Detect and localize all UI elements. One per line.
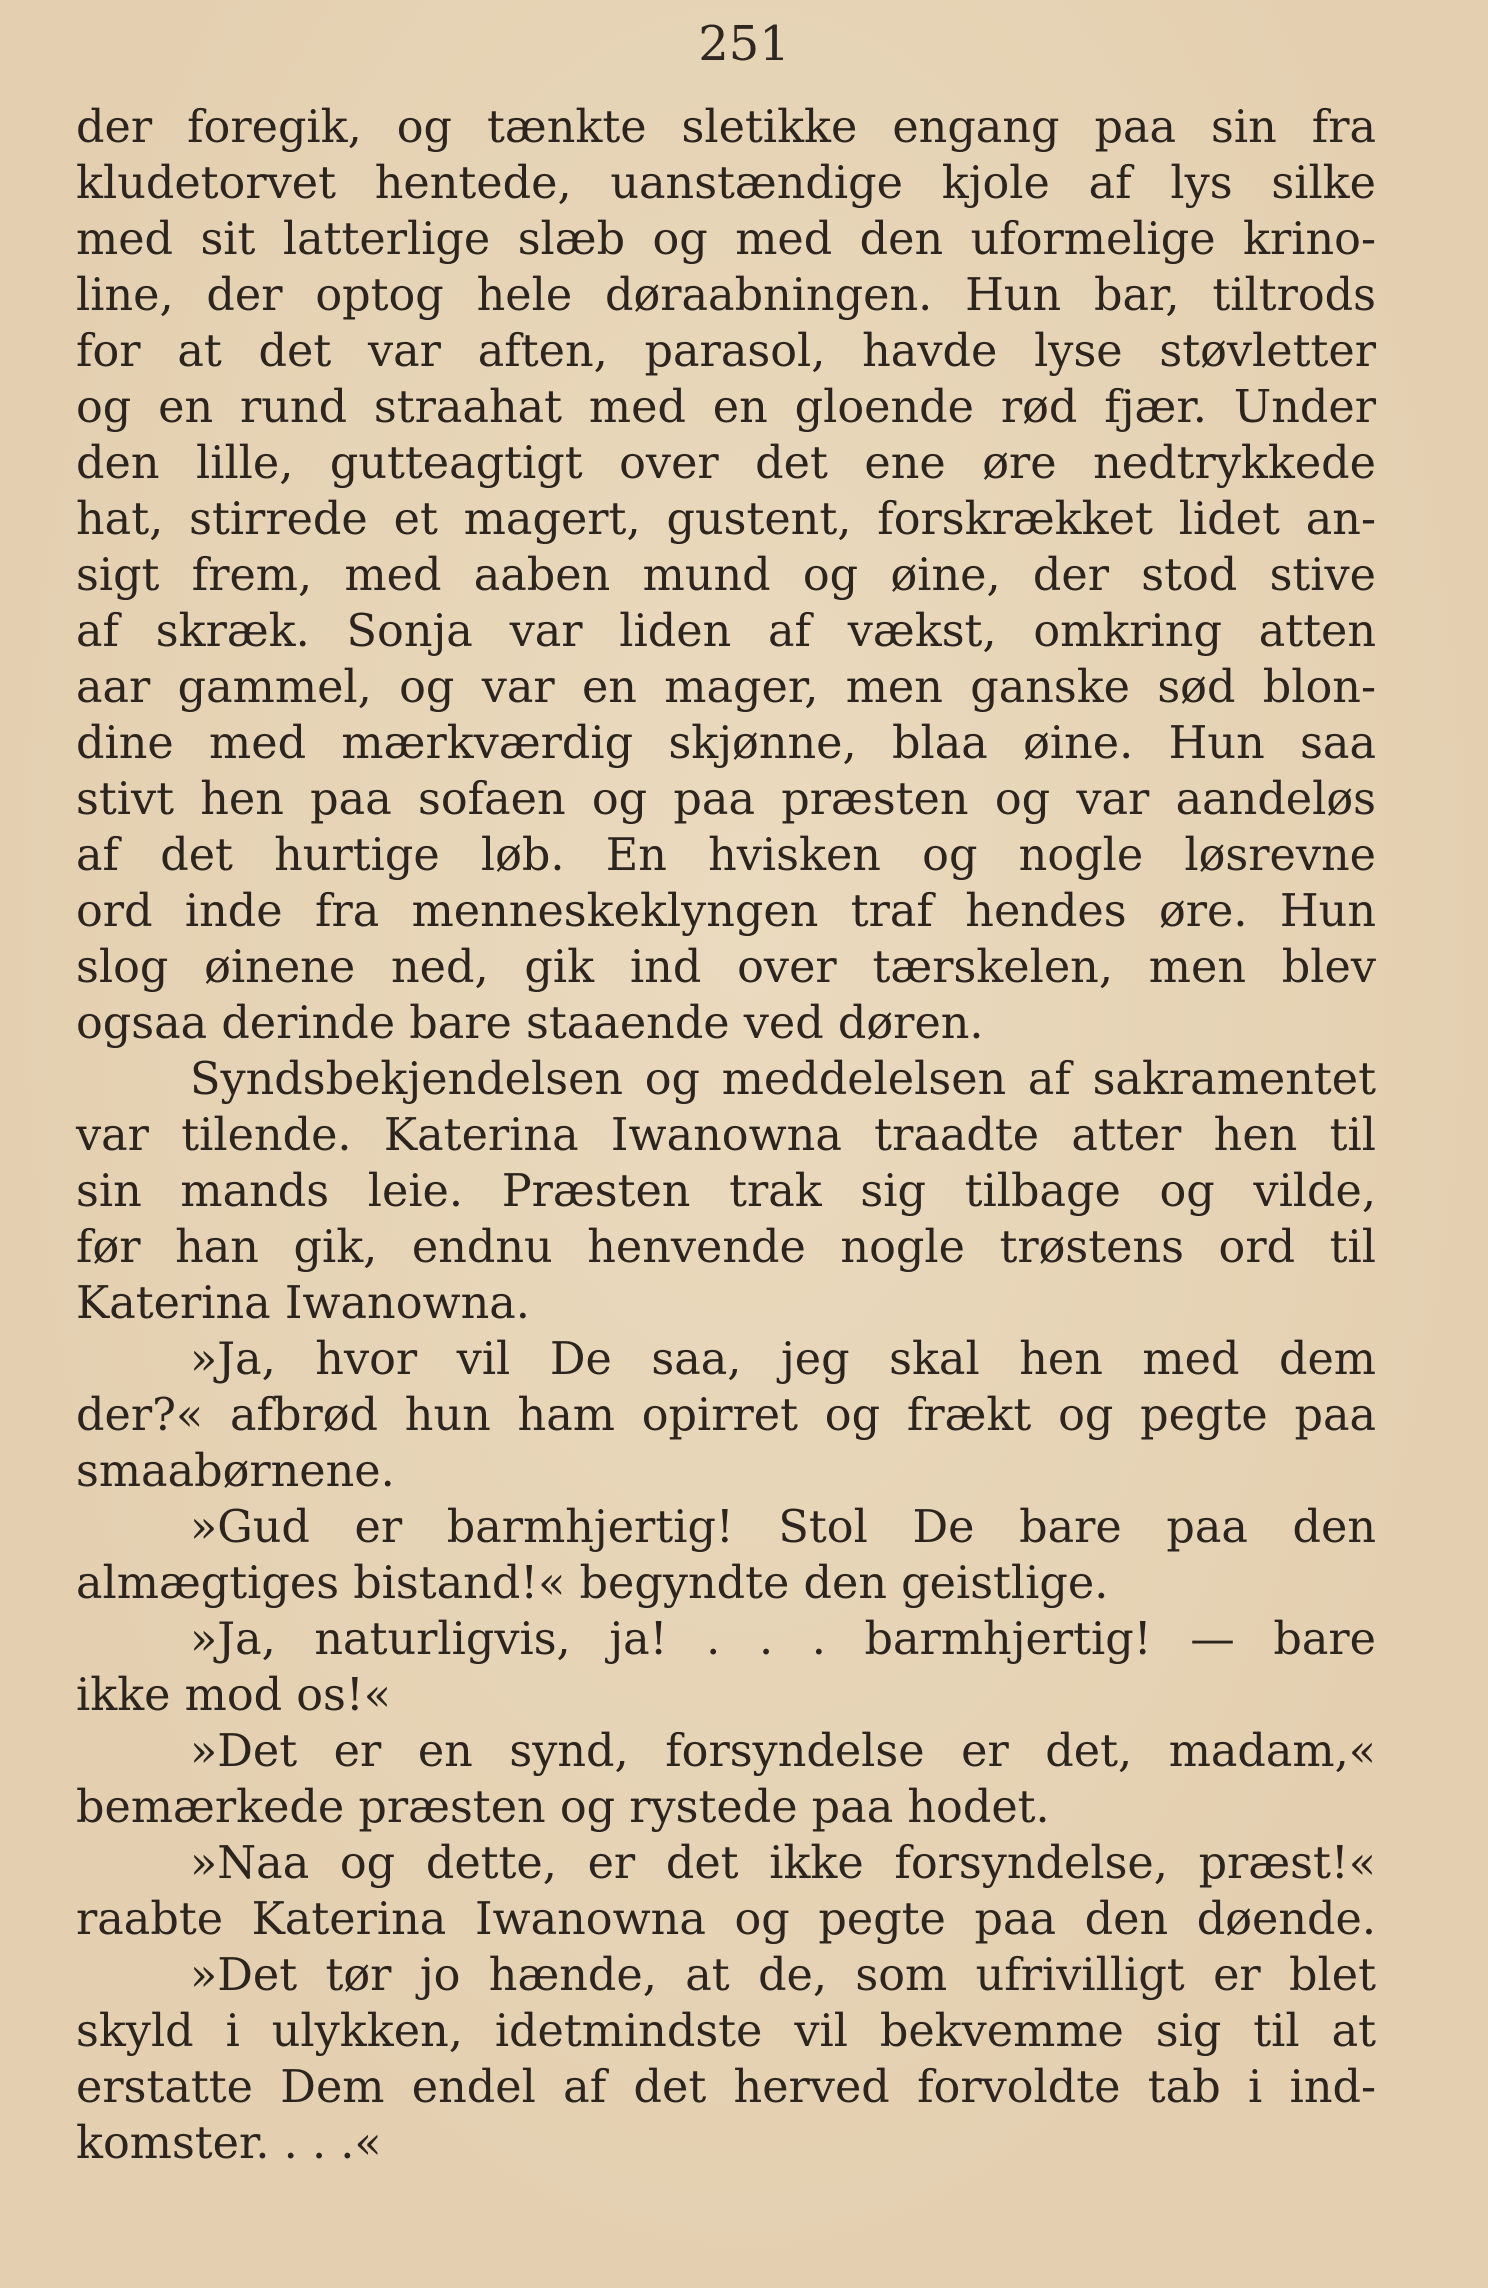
text-line: der foregik, og tænkte sletikke engang paa sin fra [76,102,1376,153]
text-line: line, der optog hele døraabningen. Hun bar, tiltrods [76,270,1376,321]
text-line: af skræk. Sonja var liden af vækst, omkring atten [76,606,1376,657]
text-line: hat, stirrede et magert, gustent, forskrækket lidet an- [76,494,1376,545]
text-line: sigt frem, med aaben mund og øine, der stod stive [76,550,1376,601]
text-line: komster. . . .« [76,2118,382,2169]
text-line: med sit latterlige slæb og med den uformelige krino- [76,214,1376,265]
text-line: og en rund straahat med en gloende rød fjær. Under [76,382,1376,433]
text-line: der?« afbrød hun ham opirret og frækt og pegte paa [76,1390,1376,1441]
text-line: dine med mærkværdig skjønne, blaa øine. Hun saa [76,718,1376,769]
text-line: kludetorvet hentede, uanstændige kjole af lys silke [76,158,1376,209]
text-line: Katerina Iwanowna. [76,1278,530,1329]
text-line: ogsaa derinde bare staaende ved døren. [76,998,984,1049]
paragraph-start-line: »Naa og dette, er det ikke forsyndelse, præst!« [190,1838,1376,1889]
paragraph-start-line: »Det er en synd, forsyndelse er det, madam,« [190,1726,1376,1777]
paragraph-start-line: »Det tør jo hænde, at de, som ufrivilligt er blet [190,1950,1376,2001]
text-line: for at det var aften, parasol, havde lyse støvletter [76,326,1376,377]
text-line: bemærkede præsten og rystede paa hodet. [76,1782,1050,1833]
text-line: almægtiges bistand!« begyndte den geistlige. [76,1558,1109,1609]
text-line: raabte Katerina Iwanowna og pegte paa den døende. [76,1894,1376,1945]
text-line: slog øinene ned, gik ind over tærskelen, men blev [76,942,1376,993]
text-line: var tilende. Katerina Iwanowna traadte atter hen til [76,1110,1376,1161]
text-line: ord inde fra menneskeklyngen traf hendes øre. Hun [76,886,1376,937]
text-line: smaabørnene. [76,1446,395,1497]
page-number: 251 [698,16,790,72]
text-line: ikke mod os!« [76,1670,391,1721]
paragraph-start-line: »Gud er barmhjertig! Stol De bare paa den [190,1502,1376,1553]
text-line: sin mands leie. Præsten trak sig tilbage og vilde, [76,1166,1376,1217]
text-line: før han gik, endnu henvende nogle trøstens ord til [76,1222,1376,1273]
text-line: erstatte Dem endel af det herved forvoldte tab i ind- [76,2062,1376,2113]
text-line: den lille, gutteagtigt over det ene øre nedtrykkede [76,438,1376,489]
text-line: aar gammel, og var en mager, men ganske sød blon- [76,662,1376,713]
text-line: skyld i ulykken, idetmindste vil bekvemme sig til at [76,2006,1376,2057]
body-text [76,100,1376,2172]
text-line: stivt hen paa sofaen og paa præsten og var aandeløs [76,774,1376,825]
paragraph-start-line: »Ja, naturligvis, ja! . . . barmhjertig! — bare [190,1614,1376,1665]
text-line: af det hurtige løb. En hvisken og nogle løsrevne [76,830,1376,881]
paragraph-start-line: »Ja, hvor vil De saa, jeg skal hen med dem [190,1334,1376,1385]
paragraph-start-line: Syndsbekjendelsen og meddelelsen af sakramentet [190,1054,1376,1105]
